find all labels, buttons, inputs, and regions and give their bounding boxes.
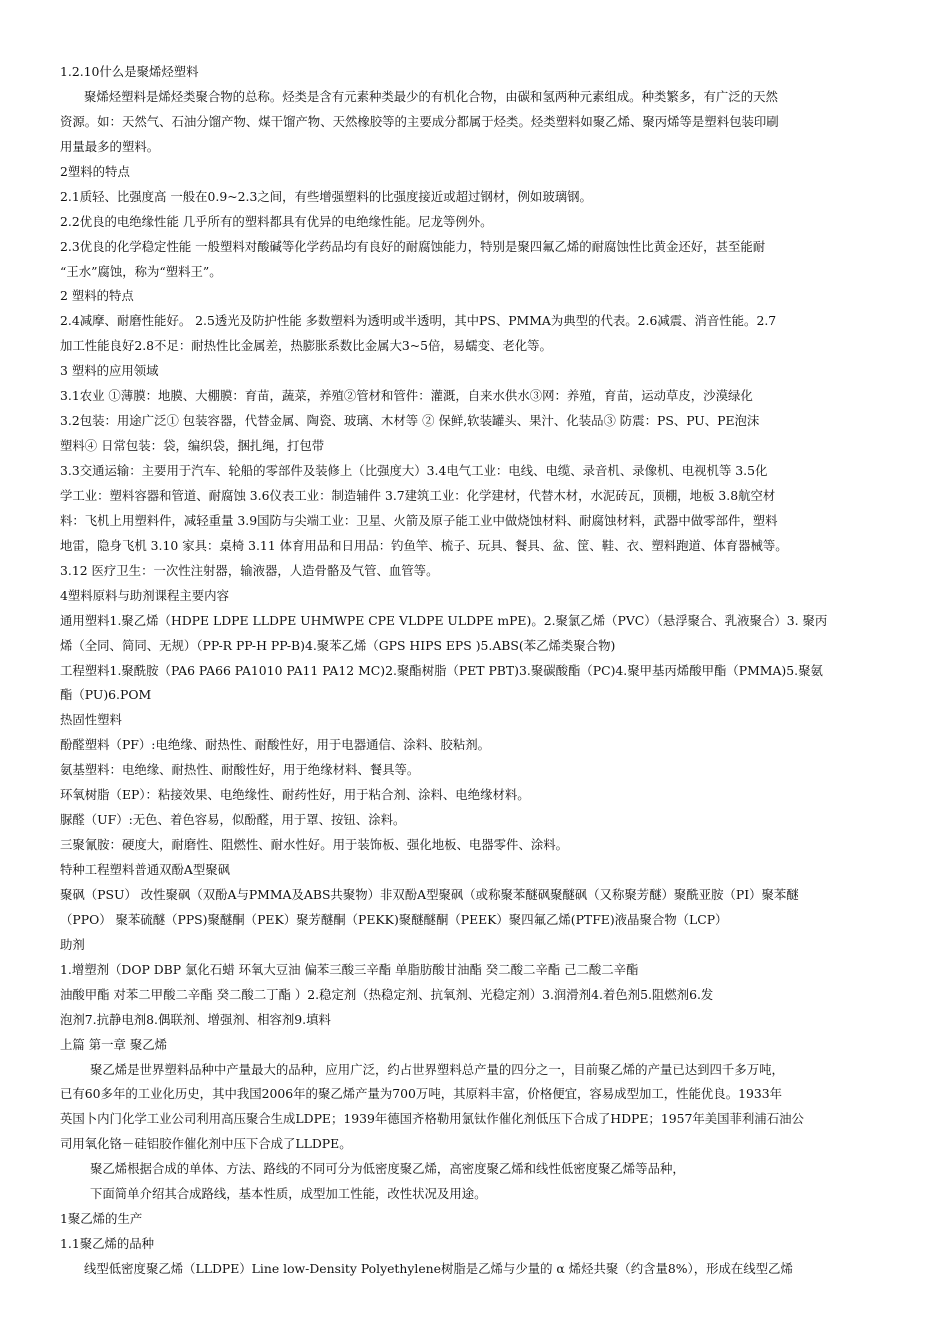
text-line: 氨基塑料：电绝缘、耐热性、耐酸性好，用于绝缘材料、餐具等。 <box>60 762 420 778</box>
text-line: 加工性能良好2.8不足：耐热性比金属差，热膨胀系数比金属大3~5倍，易蠕变、老化等。 <box>60 338 552 354</box>
text-line: 3.12 医疗卫生：一次性注射器，输液器，人造骨骼及气管、血管等。 <box>60 562 439 578</box>
text-line: 料：飞机上用塑料件，减轻重量 3.9国防与尖端工业：卫星、火箭及原子能工业中做烧蚀材料、耐腐蚀材料，武器中做零部件，塑料 <box>60 512 778 528</box>
text-line: 学工业：塑料容器和管道、耐腐蚀 3.6仪表工业：制造辅件 3.7建筑工业：化学建材，代替木材，水泥砖瓦，顶棚，地板 3.8航空材 <box>60 487 776 503</box>
text-line: 司用氧化铬－硅铝胶作催化剂中压下合成了LLDPE。 <box>60 1136 352 1152</box>
text-line: 1.增塑剂（DOP DBP 氯化石蜡 环氧大豆油 偏苯三酸三辛酯 单脂肪酸甘油酯 癸二酸二辛酯 己二酸二辛酯 <box>60 961 639 977</box>
text-line: 上篇 第一章 聚乙烯 <box>60 1036 168 1052</box>
text-line: 工程塑料1.聚酰胺（PA6 PA66 PA1010 PA11 PA12 MC)2.聚酯树脂（PET PBT)3.聚碳酸酯（PC)4.聚甲基丙烯酸甲酯（PMMA)5.聚氨 <box>60 662 823 678</box>
text-line: 英国卜内门化学工业公司利用高压聚合生成LDPE；1939年德国齐格勒用氯钛作催化剂低压下合成了HDPE；1957年美国菲利浦石油公 <box>60 1111 804 1127</box>
text-line: 3.2包装：用途广泛① 包装容器，代替金属、陶瓷、玻璃、木材等 ② 保鲜,软装罐头、果汁、化装品③ 防震：PS、PU、PE泡沫 <box>60 413 760 429</box>
text-line: 4塑料原料与助剂课程主要内容 <box>60 587 229 603</box>
text-line: 聚烯烃塑料是烯烃类聚合物的总称。烃类是含有元素种类最少的有机化合物，由碳和氢两种元素组成。种类繁多，有广泛的天然 <box>84 88 778 104</box>
text-line: 环氧树脂（EP）：粘接效果、电绝缘性、耐药性好，用于粘合剂、涂料、电绝缘材料。 <box>60 787 530 803</box>
text-line: 地雷，隐身飞机 3.10 家具：桌椅 3.11 体育用品和日用品：钓鱼竿、梳子、玩具、餐具、盆、筐、鞋、衣、塑料跑道、体育器械等。 <box>60 537 788 553</box>
text-line: 2塑料的特点 <box>60 163 130 179</box>
text-line: 用量最多的塑料。 <box>60 138 160 154</box>
text-line: 聚乙烯是世界塑料品种中产量最大的品种，应用广泛，约占世界塑料总产量的四分之一，目前聚乙烯的产量已达到四千多万吨， <box>90 1061 784 1077</box>
text-line: 3 塑料的应用领域 <box>60 363 159 379</box>
text-line: 烯（全同、简同、无规）（PP-R PP-H PP-B)4.聚苯乙烯（GPS HIPS EPS )5.ABS(苯乙烯类聚合物) <box>60 637 616 653</box>
text-line: 热固性塑料 <box>60 712 122 728</box>
text-line: 脲醛（UF）:无色、着色容易，似酚醛，用于罩、按钮、涂料。 <box>60 812 406 828</box>
text-line: 酚醛塑料（PF）:电绝缘、耐热性、耐酸性好，用于电器通信、涂料、胶粘剂。 <box>60 737 490 753</box>
text-line: 下面简单介绍其合成路线，基本性质，成型加工性能，改性状况及用途。 <box>90 1186 487 1202</box>
text-line: 2.2优良的电绝缘性能 几乎所有的塑料都具有优异的电绝缘性能。尼龙等例外。 <box>60 213 493 229</box>
text-line: 3.1农业 ①薄膜：地膜、大棚膜：育苗，蔬菜，养殖②管材和管件：灌溉，自来水供水③网：养殖，育苗，运动草皮，沙漠绿化 <box>60 388 753 404</box>
text-line: 泡剂7.抗静电剂8.偶联剂、增强剂、相容剂9.填料 <box>60 1011 331 1027</box>
text-line: 资源。如：天然气、石油分馏产物、煤干馏产物、天然橡胶等的主要成分都属于烃类。烃类塑料如聚乙烯、聚丙烯等是塑料包装印刷 <box>60 113 779 129</box>
document-body <box>60 60 908 1282</box>
text-line: 3.3交通运输：主要用于汽车、轮船的零部件及装修上（比强度大）3.4电气工业：电线、电缆、录音机、录像机、电视机等 3.5化 <box>60 463 768 478</box>
text-line: 1.2.10什么是聚烯烃塑料 <box>60 64 199 79</box>
text-line: 2.3优良的化学稳定性能 一般塑料对酸碱等化学药品均有良好的耐腐蚀能力，特别是聚四氟乙烯的耐腐蚀性比黄金还好，甚至能耐 <box>60 238 766 254</box>
text-line: 2.4减摩、耐磨性能好。 2.5透光及防护性能 多数塑料为透明或半透明，其中PS、PMMA为典型的代表。2.6减震、消音性能。2.7 <box>60 313 777 329</box>
text-line: 特种工程塑料普通双酚A型聚砜 <box>60 862 231 877</box>
text-line: 通用塑料1.聚乙烯（HDPE LDPE LLDPE UHMWPE CPE VLDPE ULDPE mPE)。2.聚氯乙烯（PVC）（悬浮聚合、乳液聚合）3. 聚丙 <box>60 612 828 628</box>
text-line: 助剂 <box>60 936 85 952</box>
text-line: 1聚乙烯的生产 <box>60 1211 143 1227</box>
text-line: 线型低密度聚乙烯（LLDPE）Line low-Density Polyethylene树脂是乙烯与少量的 α 烯烃共聚（约含量8%），形成在线型乙烯 <box>84 1261 793 1276</box>
text-line: 2.1质轻、比强度高 一般在0.9~2.3之间，有些增强塑料的比强度接近或超过钢材，例如玻璃钢。 <box>60 188 592 204</box>
text-line: 1.1聚乙烯的品种 <box>60 1236 155 1252</box>
text-line: 三聚氰胺：硬度大，耐磨性、阻燃性、耐水性好。用于装饰板、强化地板、电器零件、涂料。 <box>60 837 569 853</box>
text-line: 聚乙烯根据合成的单体、方法、路线的不同可分为低密度聚乙烯，高密度聚乙烯和线性低密度聚乙烯等品种， <box>90 1161 685 1177</box>
text-line: 2 塑料的特点 <box>60 288 134 304</box>
text-line: 油酸甲酯 对苯二甲酸二辛酯 癸二酸二丁酯 ）2.稳定剂（热稳定剂、抗氧剂、光稳定剂）3.润滑剂4.着色剂5.阻燃剂6.发 <box>60 986 714 1002</box>
text-line: （PPO） 聚苯硫醚（PPS)聚醚酮（PEK）聚芳醚酮（PEKK)聚醚醚酮（PEEK）聚四氟乙烯(PTFE)液晶聚合物（LCP） <box>60 911 728 927</box>
text-line: 已有60多年的工业化历史，其中我国2006年的聚乙烯产量为700万吨，其原料丰富，价格便宜，容易成型加工，性能优良。1933年 <box>60 1086 783 1102</box>
text-line: 塑料④ 日常包装：袋，编织袋，捆扎绳，打包带 <box>60 438 325 454</box>
text-line: 酯（PU)6.POM <box>60 687 152 703</box>
text-line: 聚砜（PSU） 改性聚砜（双酚A与PMMA及ABS共聚物）非双酚A型聚砜（或称聚苯醚砜聚醚砜（又称聚芳醚）聚酰亚胺（PI）聚苯醚 <box>60 886 799 902</box>
text-line: “王水”腐蚀，称为“塑料王”。 <box>60 263 222 279</box>
